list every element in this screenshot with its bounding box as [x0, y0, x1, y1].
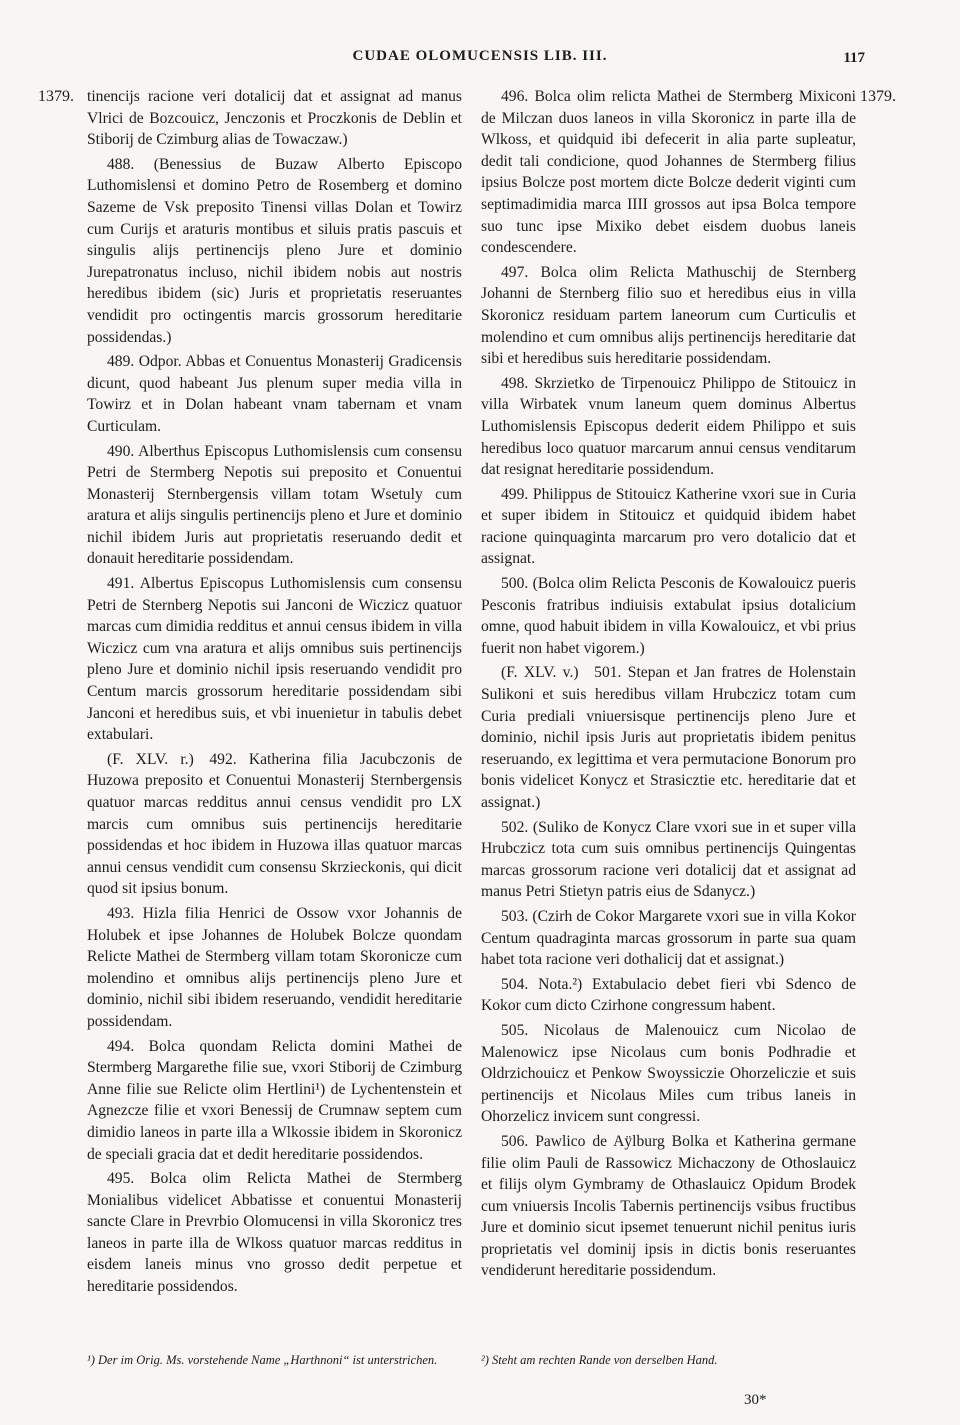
- entry-paragraph: [87, 1036, 462, 1166]
- entry-paragraph: [481, 86, 856, 259]
- running-title: CUDAE OLOMUCENSIS LIB. III.: [352, 48, 608, 64]
- entry-number: 492.: [209, 750, 237, 768]
- entry-text: (Suliko de Konycz Clare vxori sue in et super villa Hrubczicz tota cum suis omnibus pertinencijs Quingentas marcas grossorum racione veri dotalicij dat et assignat ad manus Petri Stietyn patris eius de Sdanycz.): [481, 818, 856, 901]
- entry-text: (Czirh de Cokor Margarete vxori sue in villa Kokor Centum quadraginta marcas grossorum in parte sua quam habet tota racione veri dothalicij dat et assignat.): [481, 907, 856, 969]
- page-number: 117: [843, 50, 865, 66]
- entry-number: 499.: [501, 485, 529, 503]
- running-head: [0, 48, 960, 72]
- entry-number: 502.: [501, 818, 529, 836]
- entry-text: Pawlico de Aÿlburg Bolka et Katherina germane filie olim Pauli de Rassowicz Michaczony de Othoslauicz et filijs olym Gymbramy de Othaslauicz Opidum Brodek cum vniuersis Incolis Tabernis pertinencijs vsibus fructibus Jure et dominio sicut ipsemet tenuerunt nichil penitus iuris proprietatis vel dominij ipsis in dictis bonis reseruantes vendiderunt hereditarie possidendum.: [481, 1132, 856, 1280]
- entry-text: Albertus Episcopus Luthomislensis cum consensu Petri de Sternberg Nepotis sui Janconi de Wiczicz quatuor marcas cum dimidia redditus et annui census ibidem in villa Wiczicz cum vna aratura et alijs omnibus suis pertinencijs pleno Jure et dominio nichil ipsis reseruando vendidit pro Centum marcis grossorum hereditarie possidendam sibi Janconi et heredibus suis, et vbi inuenietur in tabulis debet extabulari.: [87, 575, 462, 744]
- entry-paragraph: [87, 154, 462, 348]
- entry-text: Bolca quondam Relicta domini Mathei de Stermberg Margarethe filie sue, vxori Stiborij de Czimburg Anne filie sue Relicte olim Hertlini¹) de Lychentenstein et Agnezcze filie et vxori Benessij de Crumnaw septem cum dimidio laneos in parte illa a Wlkossie ibidem in Skoronicz de speciali gracia dat et dedit hereditarie possidendos.: [87, 1037, 462, 1163]
- folio-reference: (F. XLV. r.): [107, 750, 194, 768]
- right-column: [481, 86, 856, 1285]
- entry-paragraph: [87, 749, 462, 900]
- footnote-1: ¹) Der im Orig. Ms. vorstehende Name „Harthnoni“ ist unterstrichen.: [87, 1353, 438, 1367]
- entry-number: 503.: [501, 907, 529, 925]
- entry-text: Stepan et Jan fratres de Holenstain Sulikoni et suis heredibus villam Hrubczicz totam cum Curia prediali vniuersisque pertinencijs pleno Jure et dominio, nichil ipsis Juris aut proprietatis ibidem penitus reseruando, ex legittima et vera permutacione Bonorum pro bonis videlicet Konycz et Strasicztie etc. hereditarie dat et assignat.): [481, 664, 856, 811]
- entry-paragraph: [87, 1168, 462, 1298]
- folio-reference: (F. XLV. v.): [501, 664, 579, 682]
- entry-text: (Benessius de Buzaw Alberto Episcopo Luthomislensi et domino Petro de Rosemberg et domino Sazeme de Vsk preposito Tinensi villas Dolan et Towirz cum Curijs et araturis montibus et siluis pratis pascuis et singulis alijs pertinencijs pleno Jure et dominio Jurepatronatus incluso, nichil ibidem nobis aut nostris heredibus ibidem (sic) Juris et proprietatis reseruantes vendidit pro octingentis marcis grossorum hereditarie possidendas.): [87, 155, 462, 346]
- entry-paragraph: [481, 484, 856, 570]
- entry-text: Bolca olim Relicta Mathuschij de Sternberg Johanni de Sternberg filio suo et heredibus eius in villa Skoronicz residuam partem laneorum cum Curticulis et molendino et cum omnibus alijs pertinencijs hereditarie dat sibi et heredibus suis hereditarie possidendam.: [481, 263, 857, 368]
- entry-number: 500.: [501, 575, 529, 593]
- entry-paragraph: [87, 86, 462, 151]
- margin-year-left: 1379.: [38, 88, 74, 105]
- entry-number: 491.: [107, 575, 135, 593]
- entry-text: Bolca olim Relicta Mathei de Stermberg Monialibus videlicet Abbatisse et conuentui Monasterij sancte Clare in Prevrbio Olomucensi in villa Skoronicz tres laneos in parte illa de Wlkoss quatuor marcas redditus in eisdem laneis minus vno grosso dedit perpetue et hereditarie possidendos.: [87, 1170, 462, 1296]
- margin-year-right: 1379.: [860, 88, 896, 105]
- left-column: [87, 86, 462, 1301]
- entry-text: Odpor. Abbas et Conuentus Monasterij Gradicensis dicunt, quod habeant Jus plenum super media villa in Towirz et in Dolan habeant vnam tabernam et vnam Curticulam.: [87, 353, 462, 435]
- footnote-2: ²) Steht am rechten Rande von derselben Hand.: [481, 1353, 718, 1367]
- entry-paragraph: [481, 817, 856, 903]
- entry-paragraph: [87, 441, 462, 571]
- entry-text: Philippus de Stitouicz Katherine vxori sue in Curia et super ibidem in Stitouicz et quidquid ibidem habet racione quinquaginta marcarum pro vero dotalicio dat et assignat.: [481, 485, 856, 568]
- entry-number: 501.: [594, 664, 622, 682]
- entry-number: 505.: [501, 1021, 529, 1039]
- entry-text: Nota.²) Extabulacio debet fieri vbi Sdenco de Kokor cum dicto Czirhone congressum habent.: [481, 975, 856, 1015]
- entry-number: 495.: [107, 1170, 135, 1188]
- entry-number: 506.: [501, 1132, 529, 1150]
- entry-paragraph: [481, 1020, 856, 1128]
- entry-paragraph: [481, 1131, 856, 1282]
- entry-text: Katherina filia Jacubczonis de Huzowa preposito et Conuentui Monasterij Sternbergensis quatuor marcas redditus annui census vendidit pro LX marcis cum omnibus suis pertinencijs hereditarie possidendas et hoc ibidem in Huzowa illas quatuor marcas annui census vendidit cum consensu Skrzieckonis, qui dicit quod sit ipsius bonum.: [87, 750, 462, 898]
- entry-paragraph: [87, 573, 462, 746]
- entry-paragraph: [481, 373, 856, 481]
- entry-text: Hizla filia Henrici de Ossow vxor Johannis de Holubek et ipse Johannes de Holubek Bolcze quondam Relicte Mathei de Stermberg villam totam Skoronicze cum molendino et omnibus alijs pertinencijs pleno Jure et dominio, nichil sibi ibidem reseruando, vendidit hereditarie possidendam.: [87, 904, 462, 1030]
- entry-number: 498.: [501, 374, 529, 392]
- entry-text: Skrzietko de Tirpenouicz Philippo de Stitouicz in villa Wirbatek vnum laneum quem dominus Albertus Luthomislensis Episcopus dederit eidem Philippo et suis heredibus loco quatuor marcarum annui census venditarum dat resignat hereditarie possidendum.: [481, 374, 856, 479]
- entry-text: tinencijs racione veri dotalicij dat et assignat ad manus Vlrici de Bozcouicz, Jenczonis et Proczkonis de Deblin et Stiborij de Czimburg alias de Towaczaw.): [87, 88, 462, 149]
- entry-paragraph: [481, 974, 856, 1017]
- entry-paragraph: [481, 573, 856, 659]
- entry-number: 490.: [107, 442, 135, 460]
- entry-paragraph: [87, 351, 462, 437]
- entry-text: Alberthus Episcopus Luthomislensis cum consensu Petri de Stermberg Nepotis sui preposito et Conuentui Monasterij Sternbergensis villam totam Wsetuly cum aratura et alijs singulis pertinencijs pleno et Jure et dominio nichil ibidem Juris aut proprietatis reseruando dedit et donauit hereditarie possidendam.: [87, 442, 462, 568]
- entry-number: 493.: [107, 904, 135, 922]
- entry-number: 496.: [501, 88, 529, 105]
- entry-number: 488.: [107, 155, 135, 173]
- signature-mark: 30*: [744, 1392, 767, 1408]
- entry-paragraph: [481, 662, 856, 813]
- entry-paragraph: [481, 262, 856, 370]
- entry-paragraph: [87, 903, 462, 1033]
- entry-text: Bolca olim relicta Mathei de Stermberg Mixiconi de Milczan duos laneos in villa Skoronicz in parte illa de Wlkoss, et quidquid ibi defecerit in alia parte supleatur, dedit tali condicione, quod Johannes de Stermberg filius ipsius Bolcze post mortem dicte Bolcze dederit viginti cum septimadimidia marca IIII grossos aut ipsa Bolca tempore suo tunc ipse Mixiko debet eisdem duobus laneis condescendere.: [481, 88, 856, 257]
- entry-number: 494.: [107, 1037, 135, 1055]
- entry-text: Nicolaus de Malenouicz cum Nicolao de Malenowicz ipse Nicolaus cum bonis Podhradie et Oldrzichouicz et Penkow Swoyssiczie Ohorzeliczie et suis pertinencijs et Nicolaus Miles cum tribus laneis in Ohorzelicz invicem sunt congressi.: [481, 1021, 856, 1126]
- entry-number: 504.: [501, 975, 529, 993]
- entry-text: (Bolca olim Relicta Pesconis de Kowalouicz pueris Pesconis fratribus indiuisis extabulat ipsius dotalicium omne, quod habuit ibidem in villa Kowalouicz, et vbi prius fuerit non habet vigorem.): [481, 575, 856, 657]
- entry-number: 489.: [107, 353, 135, 371]
- entry-number: 497.: [501, 263, 529, 281]
- entry-paragraph: [481, 906, 856, 971]
